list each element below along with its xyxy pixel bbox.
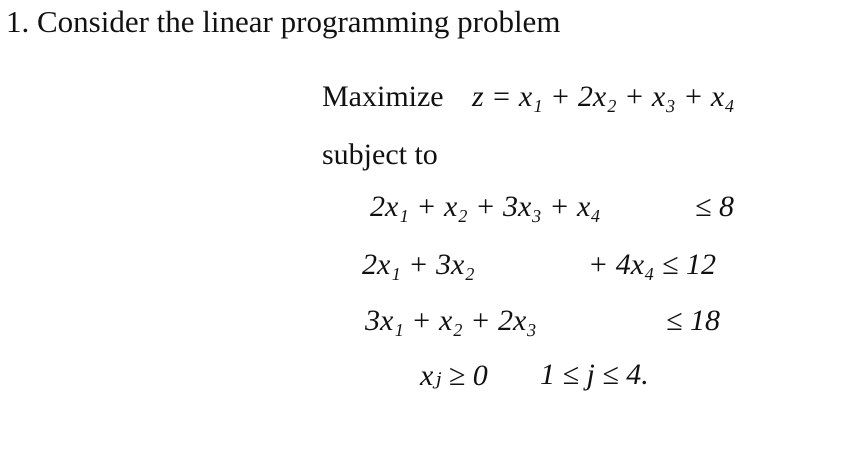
- nonnegativity-constraint: xⱼ ≥ 0: [420, 359, 488, 392]
- constraint-1-lhs: 2x₁ + x₂ + 3x₃ + x₄: [370, 190, 601, 223]
- objective-label: Maximize: [322, 80, 444, 113]
- constraint-3-rhs: ≤ 18: [666, 304, 720, 337]
- problem-heading: 1. Consider the linear programming problem: [6, 4, 561, 39]
- constraint-3-lhs: 3x₁ + x₂ + 2x₃: [365, 304, 537, 337]
- constraint-2-rhs: + 4x₄ ≤ 12: [588, 248, 716, 281]
- constraint-2-lhs: 2x₁ + 3x₂: [362, 248, 475, 281]
- constraint-1-rhs: ≤ 8: [695, 190, 734, 223]
- subject-to-label: subject to: [322, 138, 438, 171]
- objective-function: z = x₁ + 2x₂ + x₃ + x₄: [472, 80, 735, 113]
- index-range: 1 ≤ j ≤ 4.: [540, 358, 649, 391]
